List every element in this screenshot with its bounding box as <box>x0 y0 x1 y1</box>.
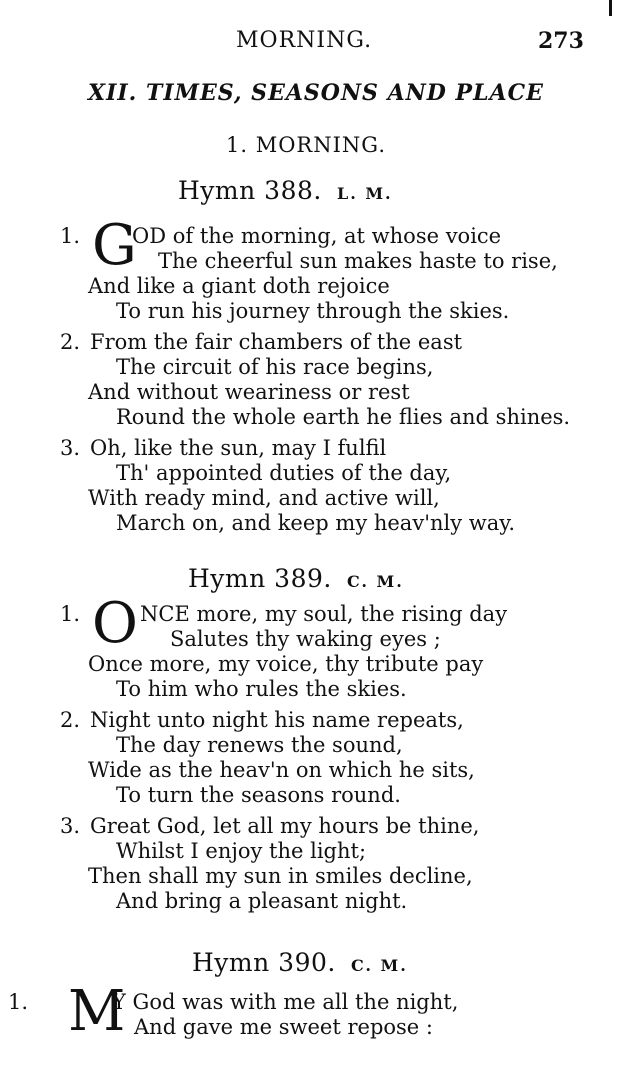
stanza-number: 2. <box>60 330 81 354</box>
stanza-number: 1. <box>8 990 29 1014</box>
verse-line: Th' appointed duties of the day, <box>116 461 452 485</box>
verse-line: With ready mind, and active will, <box>88 486 440 510</box>
stanza <box>60 436 515 536</box>
hymn-title: Hymn 389. <box>188 564 332 593</box>
verse-line: Wide as the heav'n on which he sits, <box>88 758 475 782</box>
verse-line: And like a giant doth rejoice <box>88 274 390 298</box>
drop-cap: O <box>92 591 138 656</box>
verse-line: To run his journey through the skies. <box>116 299 510 323</box>
verse-line: NCE more, my soul, the rising day <box>140 602 508 626</box>
verse-line: The day renews the sound, <box>116 733 403 757</box>
stanza <box>60 591 508 702</box>
verse-line: Oh, like the sun, may I fulfil <box>90 436 387 460</box>
verse-line: From the fair chambers of the east <box>90 330 463 354</box>
hymn-heading <box>192 948 408 977</box>
drop-cap: M <box>68 979 126 1044</box>
hymn-meter: L. M. <box>336 184 393 203</box>
hymn-heading <box>188 564 404 593</box>
verse-line: Round the whole earth he flies and shines. <box>116 405 571 429</box>
page-number: 273 <box>538 28 584 54</box>
hymn-title: Hymn 390. <box>192 948 336 977</box>
subsection-title: 1. MORNING. <box>226 133 386 157</box>
verse-line: And without weariness or rest <box>88 380 410 404</box>
stanza-number: 3. <box>60 436 81 460</box>
drop-cap: G <box>92 213 137 278</box>
verse-line: And bring a pleasant night. <box>116 889 408 913</box>
verse-line: Y God was with me all the night, <box>112 990 459 1014</box>
hymn-meter: C. M. <box>346 572 404 591</box>
verse-line: The cheerful sun makes haste to rise, <box>158 249 558 273</box>
hymn-heading <box>178 176 393 205</box>
stanza-number: 3. <box>60 814 81 838</box>
page-edge-rule <box>609 0 612 16</box>
verse-line: Once more, my voice, thy tribute pay <box>88 652 484 676</box>
verse-line: And gave me sweet repose : <box>134 1015 433 1039</box>
verse-line: Great God, let all my hours be thine, <box>90 814 480 838</box>
stanza <box>60 708 475 808</box>
section-title: XII. TIMES, SEASONS AND PLACE <box>88 80 544 106</box>
verse-line: Whilst I enjoy the light; <box>116 839 367 863</box>
hymn-meter: C. M. <box>350 956 408 975</box>
stanza-number: 2. <box>60 708 81 732</box>
hymn-title: Hymn 388. <box>178 176 322 205</box>
running-head: MORNING. <box>236 28 373 53</box>
verse-line: The circuit of his race begins, <box>116 355 434 379</box>
stanza <box>60 213 558 324</box>
verse-line: OD of the morning, at whose voice <box>132 224 502 248</box>
stanza <box>8 979 459 1044</box>
verse-line: Then shall my sun in smiles decline, <box>88 864 473 888</box>
stanza-number: 1. <box>60 602 81 626</box>
verse-line: Night unto night his name repeats, <box>90 708 464 732</box>
verse-line: Salutes thy waking eyes ; <box>170 627 441 651</box>
stanza <box>60 330 570 430</box>
verse-line: March on, and keep my heav'nly way. <box>116 511 515 535</box>
verse-line: To turn the seasons round. <box>116 783 401 807</box>
verse-line: To him who rules the skies. <box>116 677 407 701</box>
stanza-number: 1. <box>60 224 81 248</box>
stanza <box>60 814 479 914</box>
